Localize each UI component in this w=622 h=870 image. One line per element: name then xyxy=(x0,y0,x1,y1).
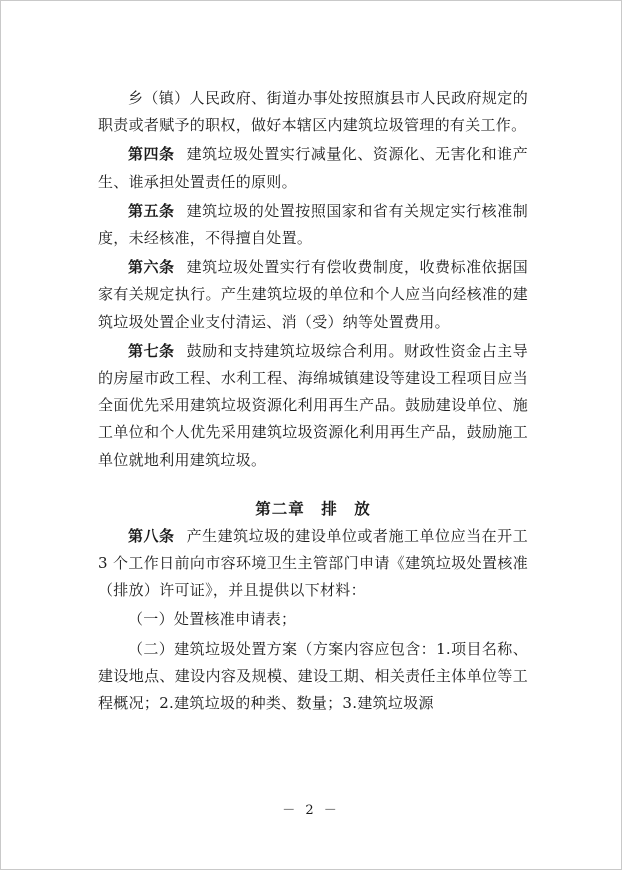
list-item-text: （二）建筑垃圾处置方案（方案内容应包含：1.项目名称、建设地点、建设内容及规模、建设工期、相关责任主体单位等工程概况；2.建筑垃圾的种类、数量；3.建筑垃圾源 xyxy=(98,639,528,713)
paragraph-township-duties xyxy=(98,85,528,139)
article-4 xyxy=(98,141,528,195)
document-body xyxy=(98,85,528,717)
article-text: 建筑垃圾处置实行有偿收费制度，收费标准依据国家有关规定执行。产生建筑垃圾的单位和个人应当向经核准的建筑垃圾处置企业支付清运、消（受）纳等处置费用。 xyxy=(98,258,528,331)
page-number: － 2 － xyxy=(282,803,340,818)
article-text: 产生建筑垃圾的建设单位或者施工单位应当在开工 3 个工作日前向市容环境卫生主管部门申请《建筑垃圾处置核准（排放）许可证》，并且提供以下材料： xyxy=(98,526,528,600)
list-item-text: （一）处置核准申请表； xyxy=(128,610,297,629)
list-item-1 xyxy=(98,606,528,633)
article-text: 建筑垃圾处置实行减量化、资源化、无害化和谁产生、谁承担处置责任的原则。 xyxy=(98,145,528,191)
list-item-2 xyxy=(98,636,528,718)
article-text: 建筑垃圾的处置按照国家和省有关规定实行核准制度，未经核准，不得擅自处置。 xyxy=(98,201,528,248)
article-label: 第六条 xyxy=(128,258,175,277)
paragraph-text: 乡（镇）人民政府、街道办事处按照旗县市人民政府规定的职责或者赋予的职权，做好本辖区内建筑垃圾管理的有关工作。 xyxy=(98,89,528,135)
article-label: 第五条 xyxy=(128,201,175,220)
article-5 xyxy=(98,198,528,252)
article-label: 第四条 xyxy=(128,145,175,164)
article-6 xyxy=(98,254,528,336)
chapter-heading: 第二章 排 放 xyxy=(255,498,371,518)
article-label: 第七条 xyxy=(128,341,175,360)
article-7 xyxy=(98,338,528,474)
article-label: 第八条 xyxy=(128,526,175,545)
article-text: 鼓励和支持建筑垃圾综合利用。财政性资金占主导的房屋市政工程、水利工程、海绵城镇建设等建设工程项目应当全面优先采用建筑垃圾资源化利用再生产品。鼓励建设单位、施工单位和个人优先采用建筑垃圾资源化利用再生产品，鼓励施工单位就地利用建筑垃圾。 xyxy=(98,341,528,469)
article-8 xyxy=(98,523,528,605)
